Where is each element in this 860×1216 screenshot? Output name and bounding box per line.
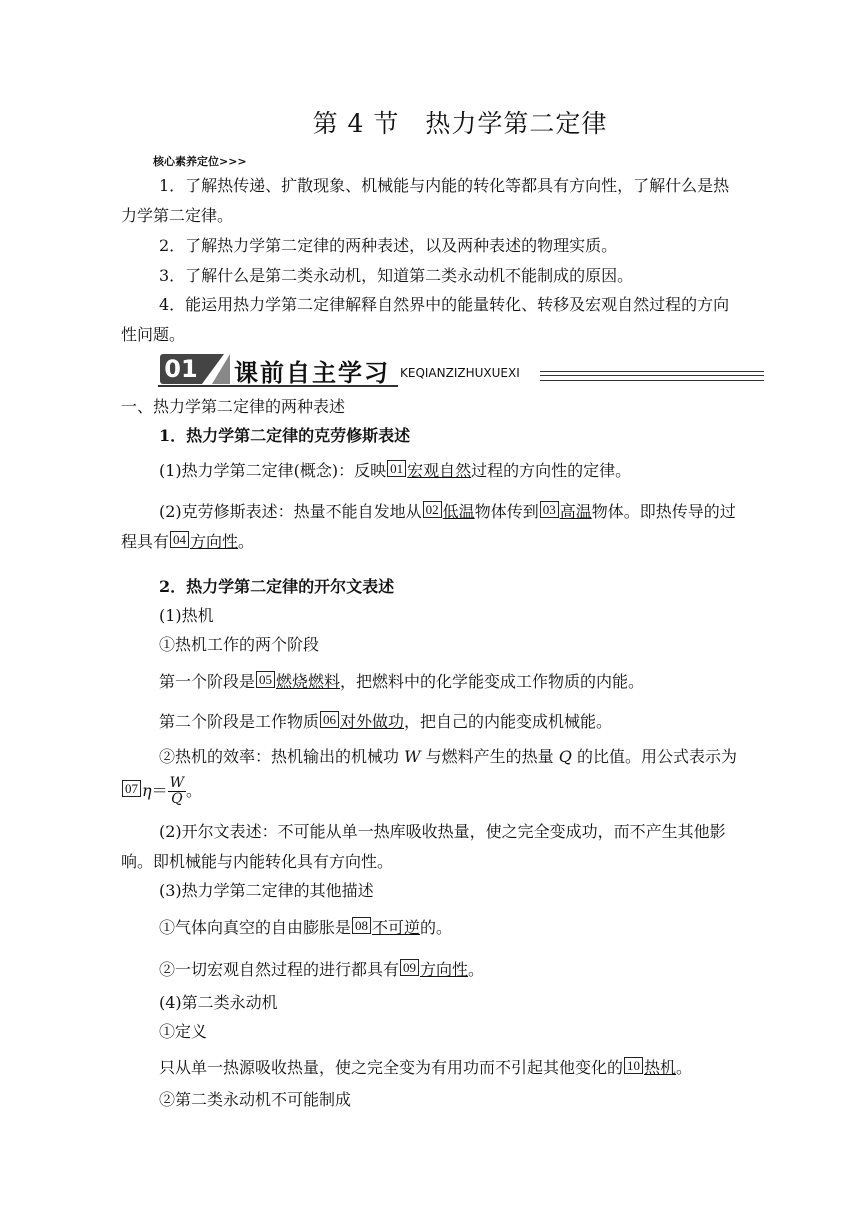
text: 第一个阶段是	[159, 672, 256, 691]
answer-blank: 燃烧燃料	[276, 672, 341, 691]
banner-slant-accent	[212, 354, 230, 384]
blank-number: 09	[400, 959, 419, 976]
blank-number: 06	[320, 711, 339, 728]
banner-rule	[540, 371, 764, 381]
blank-number: 07	[122, 780, 141, 797]
text: (1)热力学第二定律(概念)：反映	[159, 461, 387, 480]
blank-number: 04	[170, 531, 189, 548]
text: 。	[468, 960, 485, 979]
paragraph-clausius	[121, 497, 741, 557]
text: ①气体向真空的自由膨胀是	[159, 918, 352, 937]
banner-baseline	[158, 385, 398, 387]
heading-heat-engine: (1)热机	[159, 606, 214, 625]
heading-impossible: ②第二类永动机不可能制成	[159, 1090, 352, 1109]
paragraph-stage-2	[121, 707, 741, 737]
paragraph-macro-process	[121, 955, 741, 985]
page-title: 第 4 节 热力学第二定律	[312, 109, 608, 138]
paragraph-efficiency	[121, 740, 741, 808]
blank-number: 02	[423, 501, 442, 518]
answer-blank: 宏观自然	[407, 461, 472, 480]
heading-other-descriptions: (3)热力学第二定律的其他描述	[159, 881, 374, 900]
fraction-numerator: W	[169, 775, 184, 791]
paragraph-free-expansion	[121, 913, 741, 943]
blank-number: 05	[256, 671, 275, 688]
text: 物体。即热传导的过程具有	[121, 502, 736, 551]
blank-number: 10	[624, 1057, 643, 1074]
section-banner	[158, 352, 764, 388]
paragraph-kelvin: (2)开尔文表述：不可能从单一热库吸收热量，使之完全变成功，而不产生其他影响。即机械能与内能转化具有方向性。	[121, 822, 726, 871]
text: 第二个阶段是工作物质	[159, 712, 320, 731]
text: ②一切宏观自然过程的进行都具有	[159, 960, 400, 979]
banner-number: 01	[160, 354, 202, 384]
core-literacy-tag: 核心素养定位>>>	[153, 155, 247, 168]
text: 的比值。用公式表示为	[571, 747, 737, 766]
text: ，把燃料中的化学能变成工作物质的内能。	[340, 672, 645, 691]
answer-blank: 方向性	[190, 532, 239, 551]
banner-title: 课前自主学习	[234, 359, 390, 387]
symbol-eta: η	[142, 781, 152, 800]
fraction-denominator: Q	[171, 791, 183, 807]
text: 的。	[420, 918, 453, 937]
equals-sign: ＝	[151, 781, 168, 800]
text: ②热机的效率：热机输出的机械功	[159, 747, 405, 766]
heading-two-stages: ①热机工作的两个阶段	[159, 635, 320, 654]
paragraph-definition	[121, 1053, 741, 1083]
goal-3: 3．了解什么是第二类永动机，知道第二类永动机不能制成的原因。	[159, 266, 634, 285]
answer-blank: 高温	[559, 502, 592, 521]
goal-1: 1．了解热传递、扩散现象、机械能与内能的转化等都具有方向性，了解什么是热力学第二定律。	[121, 176, 730, 225]
text: 。	[238, 532, 255, 551]
text: 与燃料产生的热量	[420, 747, 559, 766]
answer-blank: 不可逆	[372, 918, 421, 937]
answer-blank: 方向性	[420, 960, 469, 979]
blank-number: 01	[387, 460, 406, 477]
text: ，把自己的内能变成机械能。	[404, 712, 613, 731]
answer-blank: 热机	[644, 1058, 677, 1077]
subheading-clausius: 1．热力学第二定律的克劳修斯表述	[159, 426, 411, 445]
heading-perpetual-motion: (4)第二类永动机	[159, 993, 278, 1012]
symbol-heat: Q	[558, 747, 572, 766]
blank-number: 03	[540, 501, 559, 518]
answer-blank: 低温	[442, 502, 475, 521]
heading-definition: ①定义	[159, 1022, 208, 1041]
text: 过程的方向性的定律。	[471, 461, 632, 480]
text: 物体传到	[474, 502, 539, 521]
text: (2)克劳修斯表述：热量不能自发地从	[159, 502, 422, 521]
goal-4: 4．能运用热力学第二定律解释自然界中的能量转化、转移及宏观自然过程的方向性问题。	[121, 295, 730, 344]
section-heading: 一、热力学第二定律的两种表述	[121, 397, 346, 416]
symbol-work: W	[404, 747, 421, 766]
answer-blank: 对外做功	[340, 712, 405, 731]
subheading-kelvin: 2．热力学第二定律的开尔文表述	[159, 577, 395, 596]
banner-pinyin: KEQIANZIZHUXUEXI	[400, 366, 520, 380]
text: 只从单一热源吸收热量，使之完全变为有用功而不引起其他变化的	[159, 1058, 624, 1077]
text: 。	[186, 781, 203, 800]
efficiency-fraction	[168, 776, 186, 807]
paragraph-concept	[121, 456, 741, 486]
blank-number: 08	[352, 917, 371, 934]
paragraph-stage-1	[121, 667, 741, 697]
goal-2: 2．了解热力学第二定律的两种表述，以及两种表述的物理实质。	[159, 236, 618, 255]
text: 。	[676, 1058, 693, 1077]
